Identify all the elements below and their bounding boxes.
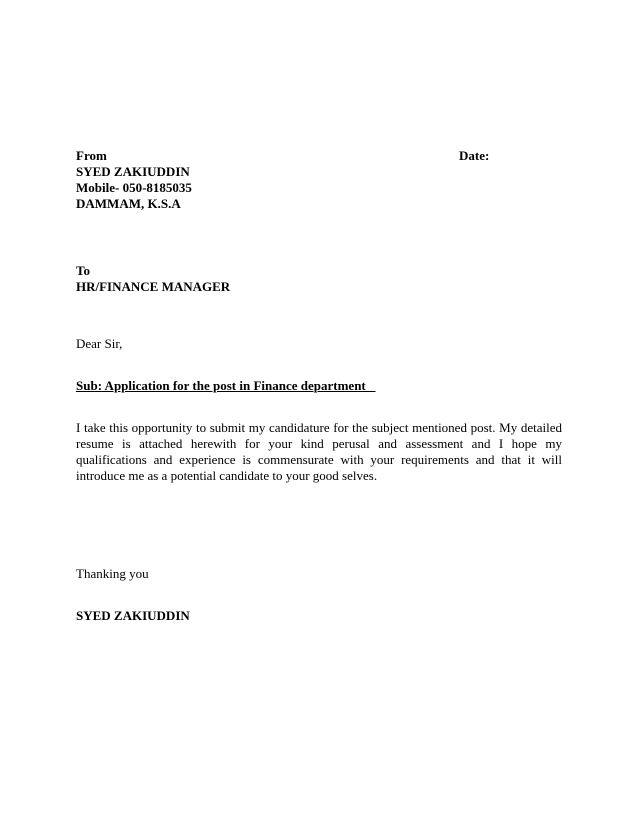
salutation: Dear Sir, [76,336,123,351]
to-label: To [76,263,90,278]
sender-mobile: Mobile- 050-8185035 [76,180,192,195]
signature: SYED ZAKIUDDIN [76,608,190,623]
from-label: From [76,148,107,163]
subject-line [76,378,562,394]
sender-location: DAMMAM, K.S.A [76,196,181,211]
sender-name: SYED ZAKIUDDIN [76,164,190,179]
date-label: Date: [459,148,490,163]
subject-text: Sub: Application for the post in Finance department [76,378,376,393]
recipient-title: HR/FINANCE MANAGER [76,279,231,294]
recipient-block [76,263,562,295]
closing: Thanking you [76,566,149,581]
body-paragraph: I take this opportunity to submit my candidature for the subject mentioned post. My detailed resume is attached herewith for your kind perusal and assessment and I hope my qualifications and experience is commensurate with your requirements and that it will introduce me as a potential candidate to your good selves. [76,420,562,483]
